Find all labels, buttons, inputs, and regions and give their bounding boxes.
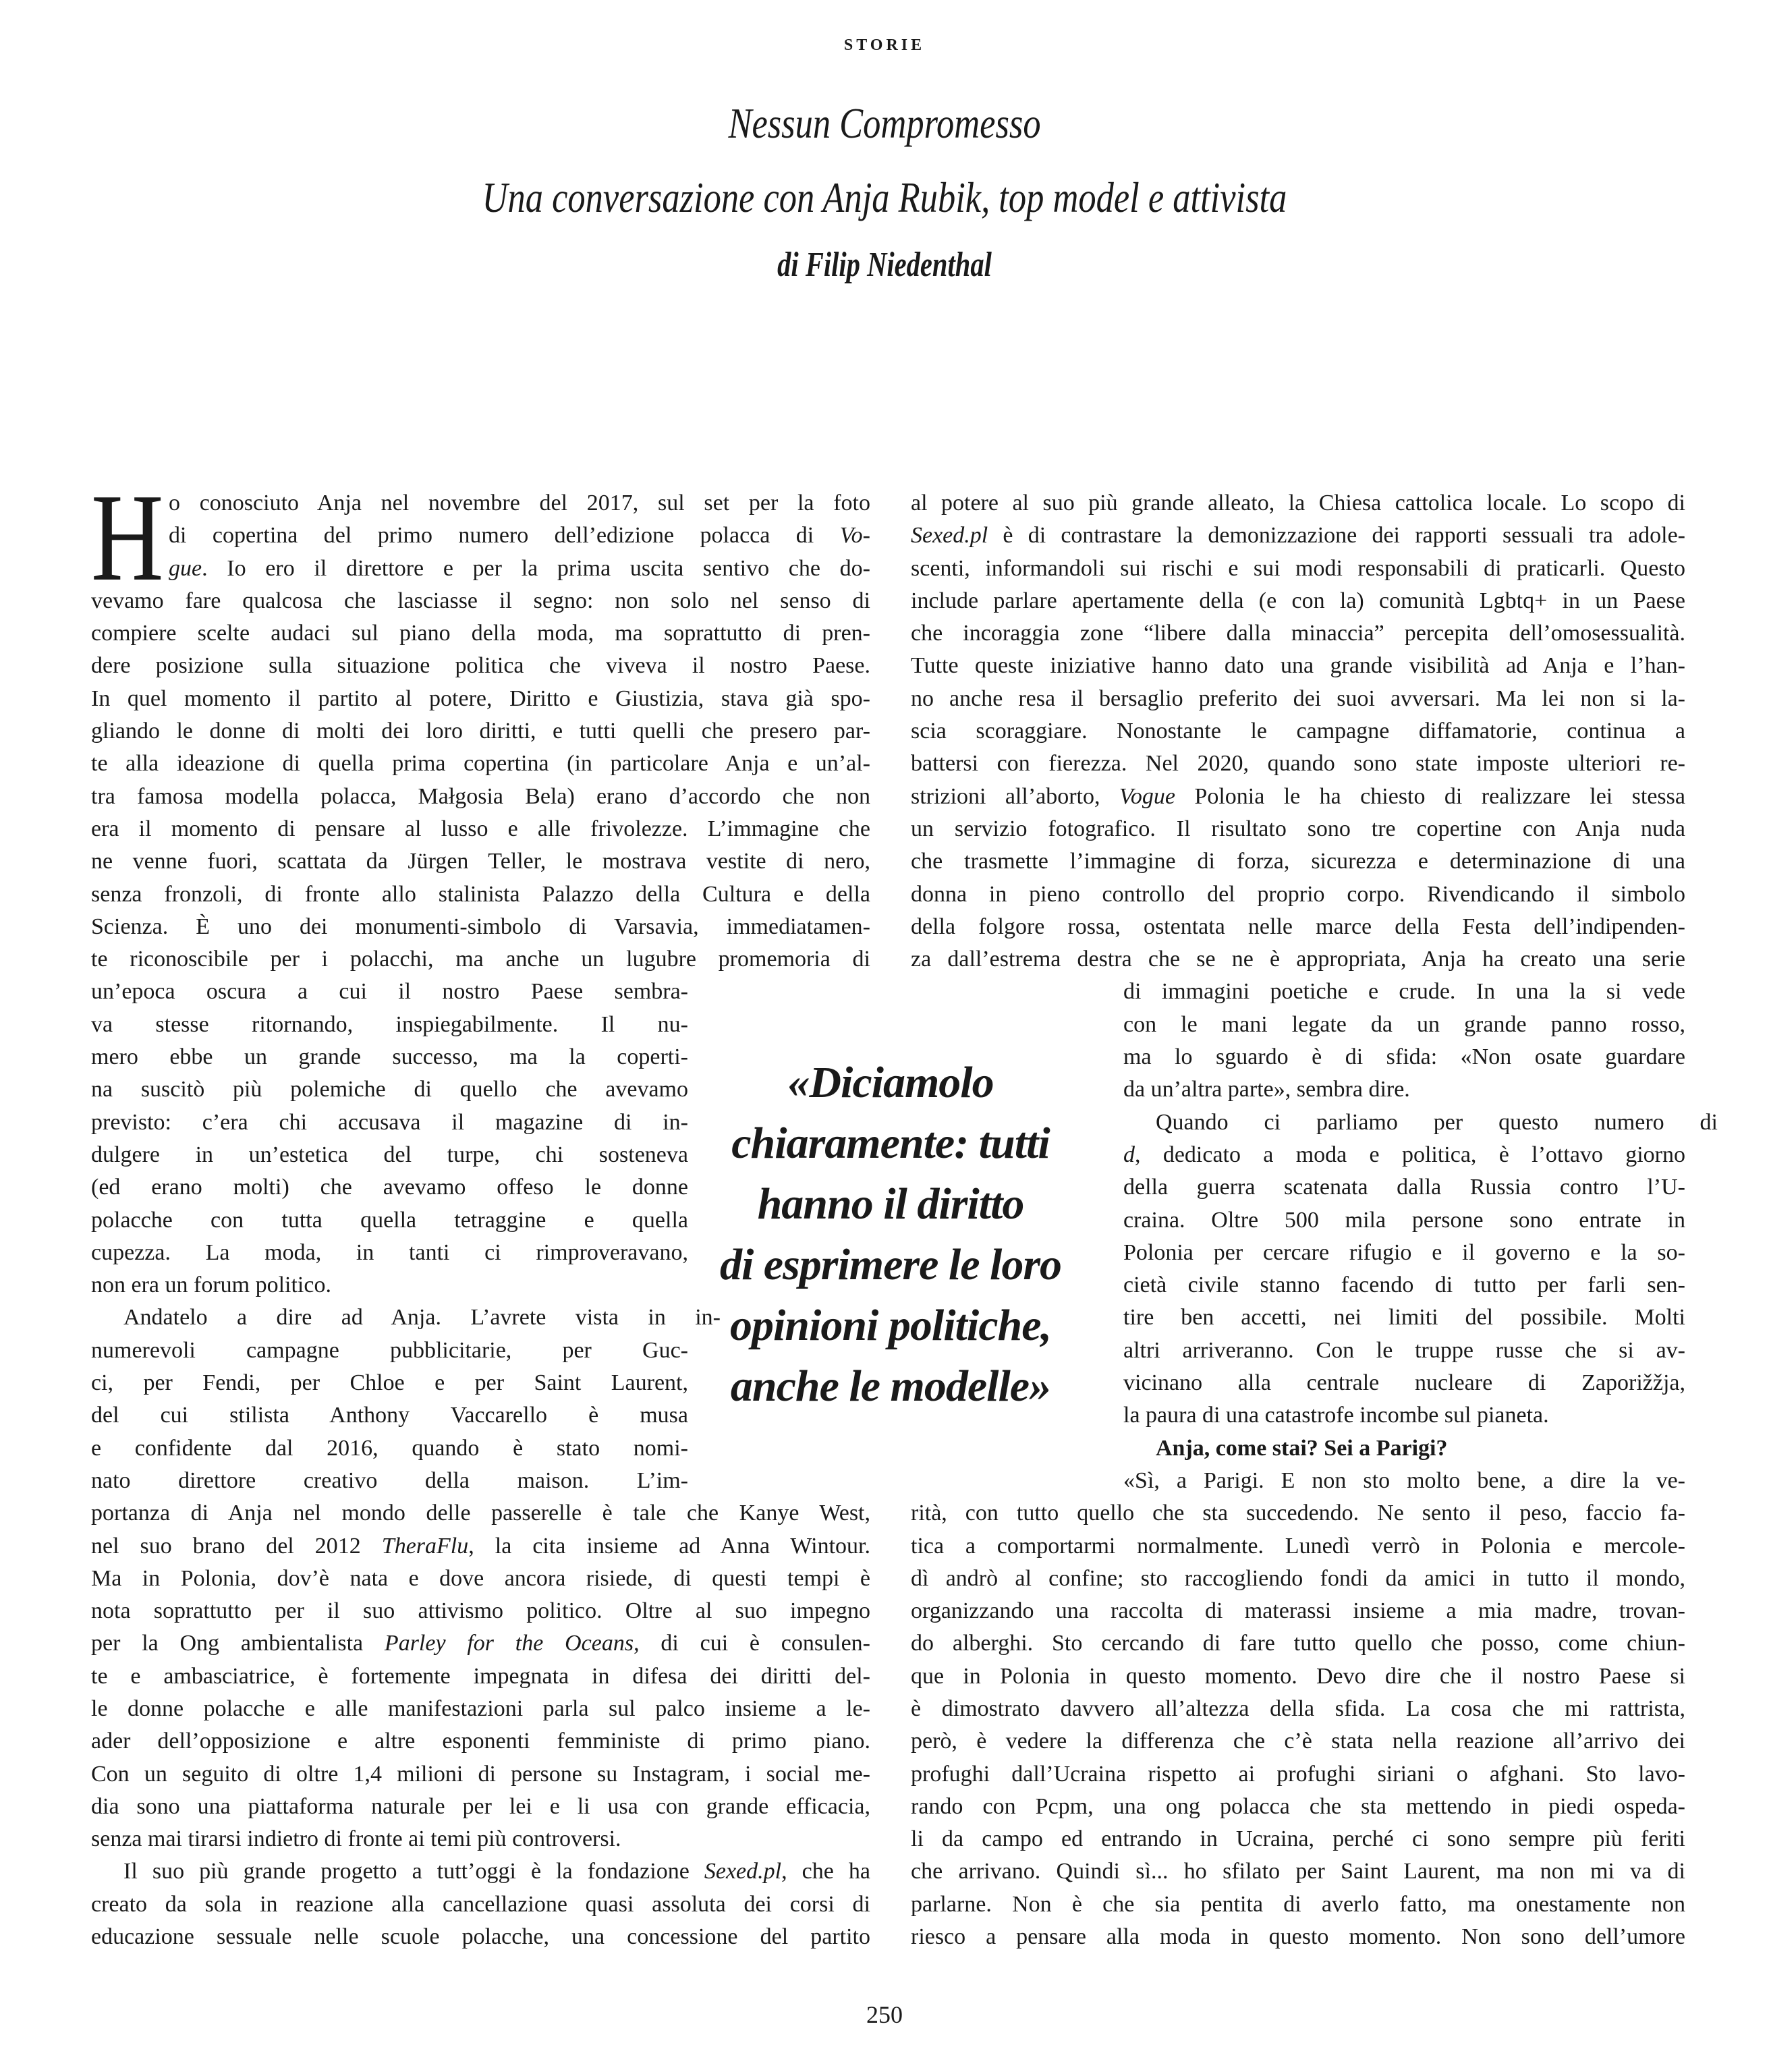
body-line: e confidente dal 2016, quando è stato nomi- bbox=[91, 1435, 688, 1461]
body-line: na suscitò più polemiche di quello che avevamo bbox=[91, 1077, 688, 1102]
body-line: «Sì, a Parigi. E non sto molto bene, a dire la ve- bbox=[1123, 1467, 1685, 1493]
body-line: numerevoli campagne pubblicitarie, per Guc- bbox=[91, 1337, 688, 1363]
body-line: ma lo sguardo è di sfida: «Non osate guardare bbox=[1123, 1044, 1685, 1070]
body-line: compiere scelte audaci sul piano della moda, ma soprattutto di pren- bbox=[91, 621, 870, 646]
body-line: al potere al suo più grande alleato, la Chiesa cattolica locale. Lo scopo di bbox=[911, 491, 1685, 515]
body-line: do alberghi. Sto cercando di fare tutto quello che posso, come chiun- bbox=[911, 1631, 1685, 1656]
body-line: Scienza. È uno dei monumenti-simbolo di Varsavia, immediatamen- bbox=[91, 914, 870, 939]
body-line: tra famosa modella polacca, Małgosia Bela) erano d’accordo che non bbox=[91, 783, 870, 809]
body-line: no anche resa il bersaglio preferito dei suoi avversari. Ma lei non si la- bbox=[911, 685, 1685, 711]
body-line: donna in pieno controllo del proprio corpo. Rivendicando il simbolo bbox=[911, 881, 1685, 907]
body-line: nel suo brano del 2012 TheraFlu, la cita insieme ad Anna Wintour. bbox=[91, 1533, 871, 1559]
body-line: dulgere in un’estetica del turpe, chi sosteneva bbox=[91, 1142, 688, 1167]
body-line: Tutte queste iniziative hanno dato una grande visibilità ad Anja e l’han- bbox=[911, 653, 1685, 679]
body-line: Polonia per cercare rifugio e il governo e la so- bbox=[1123, 1239, 1685, 1265]
body-line: include parlare apertamente della (e con la) comunità Lgbtq+ in un Paese bbox=[911, 588, 1685, 613]
body-line: nato direttore creativo della maison. L’im- bbox=[91, 1467, 688, 1493]
body-line: tica a comportarmi normalmente. Lunedì verrò in Polonia e mercole- bbox=[911, 1533, 1685, 1559]
pull-quote bbox=[675, 1053, 1106, 1417]
body-line: te alla ideazione di quella prima copertina (in particolare Anja e un’al- bbox=[91, 751, 870, 777]
body-line: tire ben accetti, nei limiti del possibile. Molti bbox=[1123, 1305, 1685, 1331]
body-line: dere posizione sulla situazione politica che viveva il nostro Paese. bbox=[91, 653, 870, 679]
body-line: ader dell’opposizione e altre esponenti femministe di primo piano. bbox=[91, 1729, 870, 1754]
pull-quote-line: «Diciamolo bbox=[787, 1058, 994, 1107]
article-header bbox=[0, 86, 1769, 296]
body-line: gue. Io ero il direttore e per la prima uscita sentivo che do- bbox=[169, 555, 870, 581]
body-line: che arrivano. Quindi sì... ho sfilato per Saint Laurent, ma non mi va di bbox=[911, 1859, 1685, 1884]
body-line: te e ambasciatrice, è fortemente impegnata in difesa dei diritti del- bbox=[91, 1663, 870, 1689]
pull-quote-line: hanno il diritto bbox=[757, 1179, 1024, 1229]
body-line: della guerra scatenata dalla Russia contro l’U- bbox=[1123, 1175, 1685, 1200]
body-line: riesco a pensare alla moda in questo momento. Non sono dell’umore bbox=[911, 1924, 1685, 1950]
body-line: del cui stilista Anthony Vaccarello è musa bbox=[91, 1403, 688, 1428]
body-line: le donne polacche e alle manifestazioni parla sul palco insieme a le- bbox=[91, 1696, 870, 1721]
body-line: vicinano alla centrale nucleare di Zaporižžja, bbox=[1123, 1370, 1685, 1396]
body-line: va stesse ritornando, inspiegabilmente. Il nu- bbox=[91, 1011, 688, 1037]
body-line: (ed erano molti) che avevamo offeso le donne bbox=[91, 1175, 688, 1200]
body-line: gliando le donne di molti dei loro diritti, e tutti quelli che presero par- bbox=[91, 719, 870, 744]
body-line: que in Polonia in questo momento. Devo dire che il nostro Paese si bbox=[911, 1663, 1685, 1689]
body-line: mero ebbe un grande successo, ma la coperti- bbox=[91, 1044, 688, 1070]
body-line: cietà civile stanno facendo di tutto per farli sen- bbox=[1123, 1272, 1685, 1298]
body-line: un servizio fotografico. Il risultato sono tre copertine con Anja nuda bbox=[911, 816, 1685, 841]
page-number: 250 bbox=[866, 2001, 903, 2028]
body-line: però, è vedere la differenza che c’è stata nella reazione all’arrivo dei bbox=[911, 1729, 1685, 1754]
body-line: Quando ci parliamo per questo numero di bbox=[1156, 1109, 1718, 1135]
body-line: cupezza. La moda, in tanti ci rimproveravano, bbox=[91, 1239, 688, 1265]
body-line: In quel momento il partito al potere, Diritto e Giustizia, stava già spo- bbox=[91, 685, 870, 711]
body-line: ne venne fuori, scattata da Jürgen Teller, le mostrava vestite di nero, bbox=[91, 849, 870, 874]
body-line: craina. Oltre 500 mila persone sono entrate in bbox=[1123, 1207, 1685, 1233]
pull-quote-line: chiaramente: tutti bbox=[731, 1119, 1050, 1168]
body-line: di immagini poetiche e crude. In una la si vede bbox=[1123, 979, 1685, 1005]
pull-quote-line: opinioni politiche, bbox=[729, 1301, 1052, 1350]
byline: di Filip Niedenthal bbox=[777, 246, 992, 284]
pull-quote-line: di esprimere le loro bbox=[719, 1240, 1062, 1289]
body-line: Con un seguito di oltre 1,4 milioni di persone su Instagram, i social me- bbox=[91, 1761, 870, 1787]
body-line: polacche con tutta quella tetraggine e quella bbox=[91, 1207, 688, 1233]
article-title: Nessun Compromesso bbox=[728, 99, 1041, 147]
body-line: era il momento di pensare al lusso e alle frivolezze. L’immagine che bbox=[91, 816, 870, 841]
body-line: da un’altra parte», sembra dire. bbox=[1123, 1077, 1410, 1102]
body-line: battersi con fierezza. Nel 2020, quando sono state imposte ulteriori re- bbox=[911, 751, 1685, 777]
body-line: creato da sola in reazione alla cancellazione quasi assoluta dei corsi di bbox=[91, 1891, 870, 1917]
body-line: rità, con tutto quello che sta succedendo. Ne sento il peso, faccio fa- bbox=[911, 1501, 1685, 1526]
pull-quote-line: anche le modelle» bbox=[730, 1362, 1051, 1411]
section-kicker: STORIE bbox=[843, 36, 926, 54]
body-line: Il suo più grande progetto a tutt’oggi è la fondazione Sexed.pl, che ha bbox=[123, 1859, 870, 1884]
body-line: te riconoscibile per i polacchi, ma anche un lugubre promemoria di bbox=[91, 947, 870, 972]
body-line: li da campo ed entrando in Ucraina, perché ci sono sempre più feriti bbox=[911, 1826, 1685, 1852]
body-line: che incoraggia zone “libere dalla minaccia” percepita dell’omosessualità. bbox=[911, 621, 1685, 646]
body-line: Sexed.pl è di contrastare la demonizzazione dei rapporti sessuali tra adole- bbox=[911, 523, 1685, 549]
body-line: con le mani legate da un grande panno rosso, bbox=[1123, 1011, 1685, 1037]
body-line: strizioni all’aborto, Vogue Polonia le ha chiesto di realizzare lei stessa bbox=[911, 783, 1685, 809]
body-line: rando con Pcpm, una ong polacca che sta mettendo in piedi ospeda- bbox=[911, 1793, 1685, 1819]
body-line: senza mai tirarsi indietro di fronte ai temi più controversi. bbox=[91, 1826, 621, 1852]
interview-question: Anja, come stai? Sei a Parigi? bbox=[1156, 1435, 1448, 1461]
body-line: Andatelo a dire ad Anja. L’avrete vista in in- bbox=[123, 1305, 721, 1331]
body-line: ci, per Fendi, per Chloe e per Saint Laurent, bbox=[91, 1370, 688, 1396]
body-line: Ma in Polonia, dov’è nata e dove ancora risiede, di questi tempi è bbox=[91, 1565, 870, 1591]
body-line: di copertina del primo numero dell’edizione polacca di Vo- bbox=[169, 523, 870, 549]
body-line: non era un forum politico. bbox=[91, 1272, 331, 1298]
body-line: dia sono una piattaforma naturale per lei e li usa con grande efficacia, bbox=[91, 1793, 870, 1819]
body-line: educazione sessuale nelle scuole polacche, una concessione del partito bbox=[91, 1924, 870, 1950]
body-line: è dimostrato davvero all’altezza della sfida. La cosa che mi rattrista, bbox=[911, 1696, 1685, 1721]
body-line: portanza di Anja nel mondo delle passerelle è tale che Kanye West, bbox=[91, 1501, 870, 1526]
body-line: vevamo fare qualcosa che lasciasse il segno: non solo nel senso di bbox=[91, 588, 870, 613]
article-subtitle: Una conversazione con Anja Rubik, top model e attivista bbox=[482, 173, 1287, 221]
body-line: parlarne. Non è che sia pentita di averlo fatto, ma onestamente non bbox=[911, 1891, 1685, 1917]
body-line: d, dedicato a moda e politica, è l’ottavo giorno bbox=[1123, 1142, 1685, 1167]
body-line: un’epoca oscura a cui il nostro Paese sembra- bbox=[91, 979, 688, 1005]
body-line: senza fronzoli, di fronte allo stalinista Palazzo della Cultura e della bbox=[91, 881, 870, 907]
body-line: profughi dall’Ucraina rispetto ai profughi siriani o afghani. Sto lavo- bbox=[911, 1761, 1685, 1787]
body-line: organizzando una raccolta di materassi insieme a mia madre, trovan- bbox=[911, 1598, 1685, 1624]
body-line: per la Ong ambientalista Parley for the Oceans, di cui è consulen- bbox=[91, 1631, 870, 1656]
body-line: scenti, informandoli sui rischi e sui modi responsabili di praticarli. Questo bbox=[911, 555, 1685, 581]
body-line: o conosciuto Anja nel novembre del 2017, sul set per la foto bbox=[169, 491, 870, 515]
body-line: nota soprattutto per il suo attivismo politico. Oltre al suo impegno bbox=[91, 1598, 870, 1624]
body-line: dì andrò al confine; sto raccogliendo fondi da amici in tutto il mondo, bbox=[911, 1565, 1685, 1591]
body-line: previsto: c’era chi accusava il magazine di in- bbox=[91, 1109, 688, 1135]
body-line: della folgore rossa, ostentata nelle marce della Festa dell’indipenden- bbox=[911, 914, 1685, 939]
body-line: za dall’estrema destra che se ne è appropriata, Anja ha creato una serie bbox=[911, 947, 1685, 972]
body-line: la paura di una catastrofe incombe sul pianeta. bbox=[1123, 1403, 1549, 1428]
body-line: scia scoraggiare. Nonostante le campagne diffamatorie, continua a bbox=[911, 719, 1685, 744]
body-line: altri arriveranno. Con le truppe russe che si av- bbox=[1123, 1337, 1685, 1363]
body-line: che trasmette l’immagine di forza, sicurezza e determinazione di una bbox=[911, 849, 1685, 874]
drop-cap: H bbox=[91, 468, 164, 607]
